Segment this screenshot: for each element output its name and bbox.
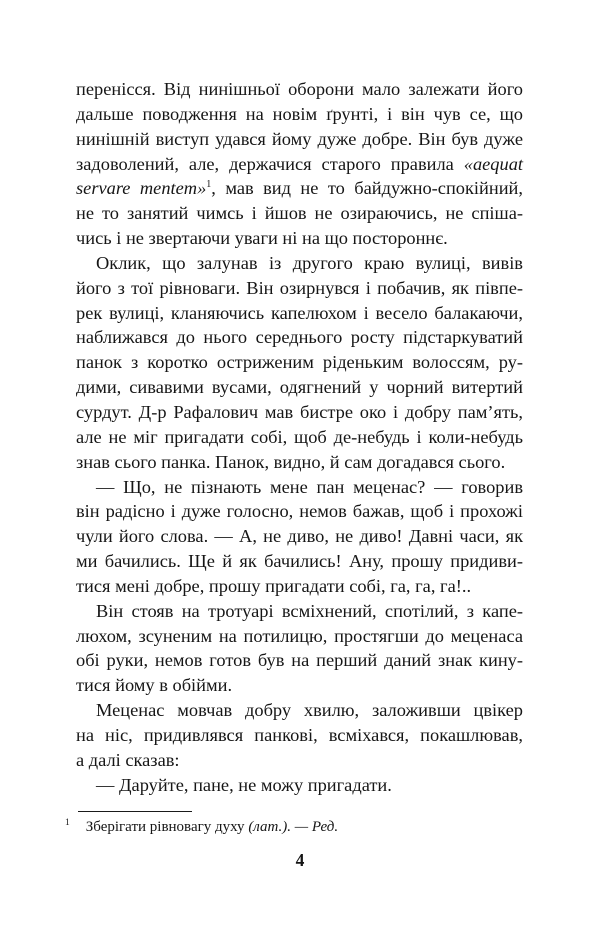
paragraph (76, 475, 523, 599)
text-line (76, 425, 523, 450)
text-segment: сурдут. Д-р Рафалович мав бистре око і добру пам’ять, (76, 401, 523, 422)
footnote-text (86, 819, 338, 835)
text-segment: , мав вид не то байдужно-спокійний, (211, 178, 523, 199)
text-line (76, 226, 523, 251)
text-segment: чули його слова. — А, не диво, не диво! Давні часи, як (76, 526, 523, 547)
text-segment: задоволений, але, держачися старого правила (76, 153, 464, 174)
text-line (76, 549, 523, 574)
text-segment: знав сього панка. Панок, видно, й сам догадався сього. (76, 451, 506, 472)
italic-text: servare mentem» (76, 178, 207, 199)
text-segment: — Даруйте, пане, не можу пригадати. (96, 774, 392, 795)
text-segment: наближався до нього середнього росту підстаркуватий (76, 327, 523, 348)
main-text (65, 77, 523, 838)
text-line (76, 400, 523, 425)
text-segment: він радісно і дуже голосно, немов бажав, щоб і прохожі (76, 501, 523, 522)
text-line (76, 698, 523, 723)
text-line (76, 648, 523, 673)
text-line (76, 152, 523, 177)
paragraph (76, 773, 523, 798)
text-segment: його з тої рівноваги. Він озирнувся і побачив, як півпе- (76, 277, 523, 298)
text-line (76, 251, 523, 276)
text-segment: люхом, зсуненим на потилицю, простягши до меценаса (76, 625, 523, 646)
text-segment: нинішній виступ удався йому дуже добре. Він був дуже (76, 128, 523, 149)
text-segment: — Що, не пізнають мене пан меценас? — говорив (96, 476, 523, 497)
text-segment: дими, сивавими вусами, одягнений у чорний витертий (76, 377, 523, 398)
text-line (76, 475, 523, 500)
text-line (76, 624, 523, 649)
footnote-rule (78, 811, 192, 812)
text-line (76, 350, 523, 375)
text-line (76, 325, 523, 350)
text-segment: а далі сказав: (76, 749, 180, 770)
text-line (76, 524, 523, 549)
text-line (76, 375, 523, 400)
text-segment: на ніс, придивлявся панкові, всміхався, покашлював, (76, 724, 523, 745)
text-segment: чись і не звертаючи уваги ні на що постороннє. (76, 228, 448, 249)
italic-text: «aequat (463, 153, 523, 174)
paragraph (76, 698, 523, 773)
text-segment: Він стояв на тротуарі всміхнений, спотілий, з капе- (96, 600, 523, 621)
footnote-marker: 1 (65, 818, 70, 829)
text-line (76, 301, 523, 326)
text-segment: але не міг пригадати собі, щоб де-небудь і коли-небудь (76, 426, 523, 447)
footnote (65, 817, 523, 838)
text-line (76, 77, 523, 102)
text-line (76, 450, 523, 475)
text-line (76, 748, 523, 773)
text-segment: обі руки, немов готов був на перший даний знак кину- (76, 650, 523, 671)
superscript-ref: 1 (206, 179, 212, 191)
text-line (76, 176, 523, 201)
text-line (76, 773, 523, 798)
text-line (76, 499, 523, 524)
text-line (76, 574, 523, 599)
paragraph (76, 599, 523, 698)
text-line (76, 276, 523, 301)
text-segment: перенісся. Від нинішньої оборони мало залежати його (76, 79, 523, 99)
paragraph (76, 251, 523, 475)
text-segment: Оклик, що залунав із другого краю вулиці, вивів (96, 252, 523, 273)
italic-text: (лат.). — Ред. (248, 819, 339, 836)
text-line (76, 127, 523, 152)
text-line (76, 201, 523, 226)
text-segment: панок з коротко остриженим ріденьким волоссям, ру- (76, 352, 523, 373)
text-segment: тися йому в обійми. (76, 675, 233, 696)
text-line (76, 102, 523, 127)
text-line (76, 673, 523, 698)
text-segment: тися мені добре, прошу пригадати собі, га, га, га!.. (76, 575, 472, 596)
text-segment: Меценас мовчав добру хвилю, заложивши цвікер (96, 700, 523, 721)
text-line (76, 599, 523, 624)
paragraph (76, 77, 523, 251)
paragraphs-container (76, 77, 523, 797)
text-segment: Зберігати рівновагу духу (85, 819, 249, 836)
text-segment: рек вулиці, кланяючись капелюхом і весело балакаючи, (76, 302, 523, 323)
page-number: 4 (295, 850, 305, 870)
text-segment: ми бачились. Ще й як бачились! Ану, прошу придиви- (76, 551, 523, 572)
text-segment: дальше поводження на новім ґрунті, і він чув се, що (76, 103, 523, 124)
text-line (76, 723, 523, 748)
text-segment: не то занятий чимсь і йшов не озираючись, не спіша- (76, 203, 523, 224)
